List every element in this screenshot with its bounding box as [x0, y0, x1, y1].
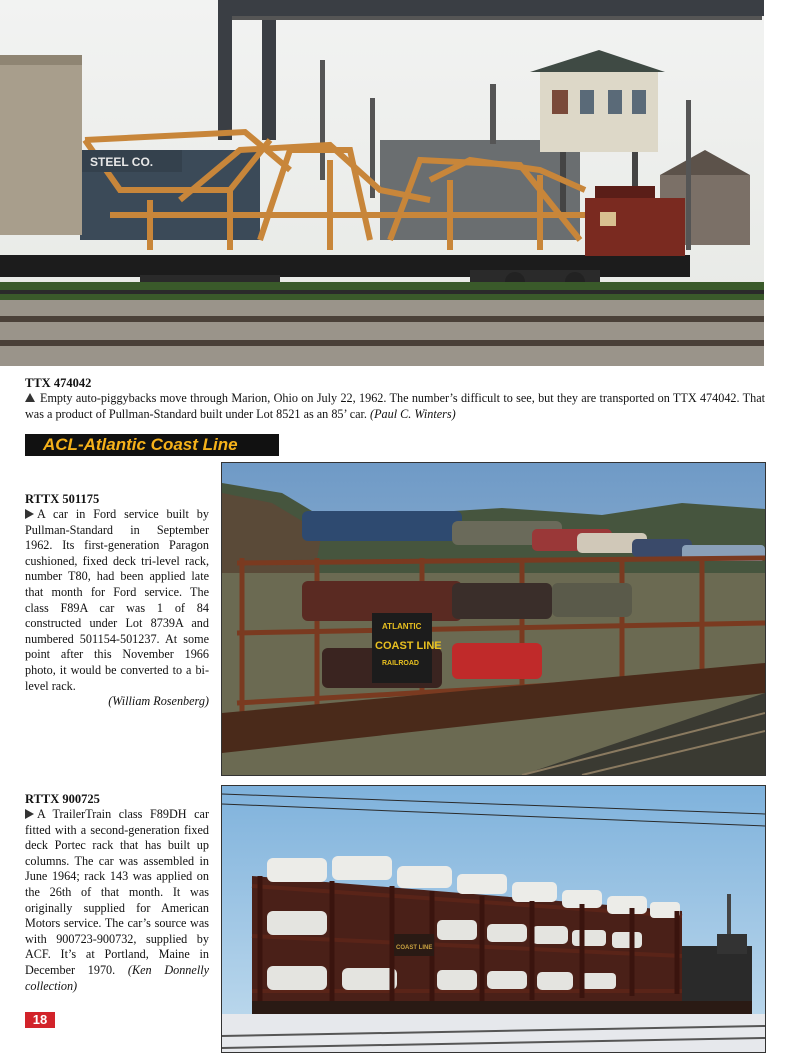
photo-rttx-900725-art [222, 786, 765, 1052]
triangle-right-icon [25, 809, 34, 819]
entry2-title: RTTX 501175 [25, 492, 100, 506]
photo-rttx-501175 [221, 462, 766, 776]
entry1-title: TTX 474042 [25, 376, 92, 390]
entry3-title: RTTX 900725 [25, 792, 100, 806]
entry3-credit: (Ken Donnelly collection) [25, 962, 209, 993]
entry3-caption [25, 807, 209, 994]
coast-line-small-sign: COAST LINE [396, 945, 433, 951]
entry1-caption [25, 391, 765, 422]
triangle-up-icon [25, 393, 35, 402]
photo-rttx-501175-art [222, 463, 765, 775]
entry2-text: A car in Ford service built by Pullman-Standard in September 1962. Its first-generation Paragon cushioned, fixed deck tri-level rack, number T80, had been applied late that month for Ford service. The class F89A car was 1 of 84 constructed under Lot 8739A and numbered 501154-501237. At some point after this November 1966 photo, it would be converted to a bi-level rack. [25, 507, 209, 693]
acl-sign-bottom: RAILROAD [382, 660, 419, 667]
acl-sign-middle: COAST LINE [375, 640, 442, 652]
entry3-text: A TrailerTrain class F89DH car fitted with a second-generation fixed deck Portec rack that has built up columns. The car was assembled in June 1964; rack 143 was applied on the 26th of that month. It was originally supplied for American Motors service. The car’s source was with 900723-900732, supplied by ACF. It’s at Portland, Maine in December 1970. [25, 807, 209, 977]
acl-sign-top: ATLANTIC [382, 622, 422, 631]
photo-ttx-474042 [0, 0, 764, 366]
triangle-right-icon [25, 509, 34, 519]
steel-co-sign: STEEL CO. [90, 155, 154, 169]
entry2-caption [25, 507, 209, 710]
photo-rttx-900725 [221, 785, 766, 1053]
entry1-credit: (Paul C. Winters) [370, 406, 456, 421]
photo-ttx-474042-art [0, 0, 764, 366]
page-number: 18 [25, 1012, 55, 1028]
section-banner: ACL-Atlantic Coast Line [25, 434, 279, 456]
entry1-text: Empty auto-piggybacks move through Marion, Ohio on July 22, 1962. The number’s difficult to see, but they are transported on TTX 474042. That was a product of Pullman-Standard built under Lot 8521 as an 85’ car. [25, 391, 765, 421]
entry2-credit: (William Rosenberg) [108, 694, 209, 709]
